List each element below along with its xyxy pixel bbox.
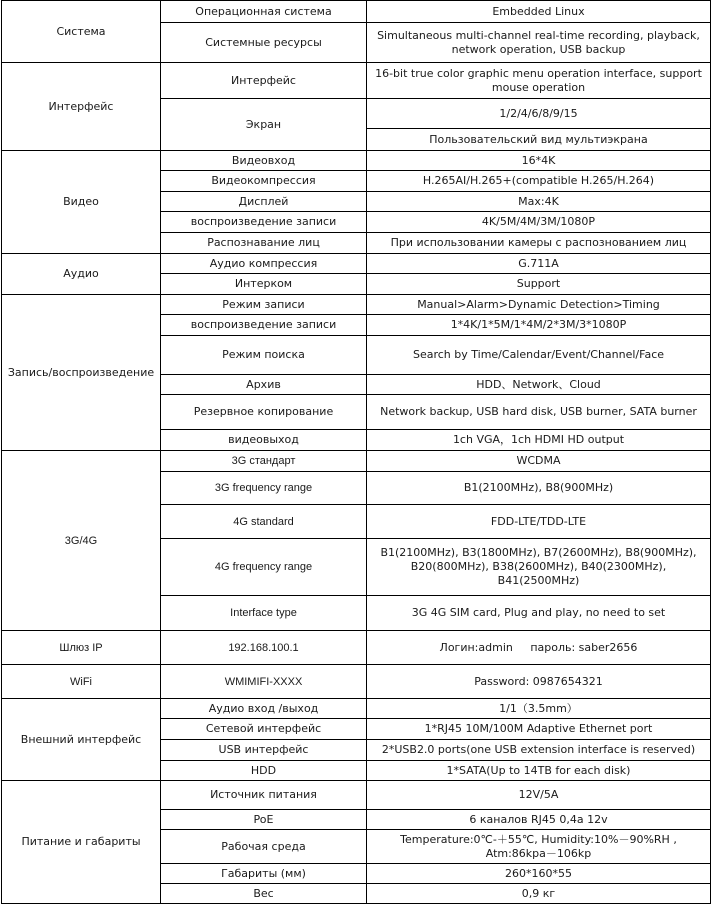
value-cell: 1*SATA(Up to 14TB for each disk): [367, 761, 711, 781]
spec-table: [1, 0, 711, 904]
value-cell: 1*4K/1*5M/1*4M/2*3M/3*1080P: [367, 315, 711, 336]
table-row: [2, 699, 711, 719]
category-cell: Питание и габариты: [2, 781, 161, 904]
param-cell: Рабочая среда: [161, 830, 367, 864]
table-row: [2, 63, 711, 99]
param-cell: 4G frequency range: [161, 539, 367, 596]
table-row: [2, 451, 711, 472]
value-cell: H.265AI/H.265+(compatible H.265/H.264): [367, 171, 711, 192]
param-cell: Interface type: [161, 596, 367, 631]
param-cell: Аудио вход /выход: [161, 699, 367, 719]
param-cell: Операционная система: [161, 1, 367, 23]
value-cell: Simultaneous multi-channel real-time recording, playback, network operation, USB backup: [367, 23, 711, 63]
value-cell: Max:4K: [367, 192, 711, 212]
value-cell: Network backup, USB hard disk, USB burner, SATA burner: [367, 395, 711, 430]
value-cell: 0,9 кг: [367, 884, 711, 904]
param-cell: Резервное копирование: [161, 395, 367, 430]
param-cell: Распознавание лиц: [161, 233, 367, 254]
value-cell: FDD-LTE/TDD-LTE: [367, 505, 711, 539]
value-cell: Password: 0987654321: [367, 665, 711, 699]
param-cell: Видеовход: [161, 151, 367, 171]
param-cell: Видеокомпрессия: [161, 171, 367, 192]
param-cell: воспроизведение записи: [161, 315, 367, 336]
category-cell: 3G/4G: [2, 451, 161, 631]
value-cell: 12V/5A: [367, 781, 711, 810]
value-cell: HDD、Network、Cloud: [367, 375, 711, 395]
table-row: [2, 665, 711, 699]
param-cell: Вес: [161, 884, 367, 904]
value-cell: WCDMA: [367, 451, 711, 472]
table-row: [2, 1, 711, 23]
param-cell: WMIMIFI-XXXX: [161, 665, 367, 699]
category-cell: Интерфейс: [2, 63, 161, 151]
param-cell: Интерком: [161, 274, 367, 295]
param-cell: Экран: [161, 99, 367, 151]
table-row: [2, 151, 711, 171]
param-cell: видеовыход: [161, 430, 367, 451]
param-cell: USB интерфейс: [161, 740, 367, 761]
value-cell: 2*USB2.0 ports(one USB extension interface is reserved): [367, 740, 711, 761]
value-cell: Логин:admin пароль: saber2656: [367, 631, 711, 665]
param-cell: 192.168.100.1: [161, 631, 367, 665]
param-cell: Источник питания: [161, 781, 367, 810]
param-cell: Системные ресурсы: [161, 23, 367, 63]
param-cell: Габариты (мм): [161, 864, 367, 884]
param-cell: PoE: [161, 810, 367, 830]
value-cell: При использовании камеры с распознованием лиц: [367, 233, 711, 254]
value-cell: Search by Time/Calendar/Event/Channel/Face: [367, 336, 711, 375]
category-cell: Видео: [2, 151, 161, 254]
param-cell: 3G frequency range: [161, 472, 367, 505]
value-cell: 1ch VGA，1ch HDMI HD output: [367, 430, 711, 451]
param-cell: Режим записи: [161, 295, 367, 315]
param-cell: Режим поиска: [161, 336, 367, 375]
value-cell: 1/2/4/6/8/9/15: [367, 99, 711, 129]
param-cell: HDD: [161, 761, 367, 781]
table-row: [2, 781, 711, 810]
value-cell: 16*4K: [367, 151, 711, 171]
category-cell: WiFi: [2, 665, 161, 699]
value-cell: 1*RJ45 10M/100M Adaptive Ethernet port: [367, 719, 711, 740]
category-cell: Запись/воспроизведение: [2, 295, 161, 451]
param-cell: Дисплей: [161, 192, 367, 212]
value-cell: 16-bit true color graphic menu operation interface, support mouse operation: [367, 63, 711, 99]
category-cell: Шлюз IP: [2, 631, 161, 665]
value-cell: Manual>Alarm>Dynamic Detection>Timing: [367, 295, 711, 315]
param-cell: 4G standard: [161, 505, 367, 539]
value-cell: 260*160*55: [367, 864, 711, 884]
param-cell: Аудио компрессия: [161, 254, 367, 274]
value-cell: 1/1（3.5mm）: [367, 699, 711, 719]
table-row: [2, 254, 711, 274]
value-cell: Пользовательский вид мультиэкрана: [367, 129, 711, 151]
param-cell: 3G стандарт: [161, 451, 367, 472]
value-cell: Embedded Linux: [367, 1, 711, 23]
table-row: [2, 631, 711, 665]
value-cell: 6 каналов RJ45 0,4a 12v: [367, 810, 711, 830]
value-cell: Support: [367, 274, 711, 295]
value-cell: B1(2100MHz), B8(900MHz): [367, 472, 711, 505]
category-cell: Система: [2, 1, 161, 63]
category-cell: Внешний интерфейс: [2, 699, 161, 781]
table-row: [2, 295, 711, 315]
value-cell: B1(2100MHz), B3(1800MHz), B7(2600MHz), B8(900MHz), B20(800MHz), B38(2600MHz), B40(2300MHz), B41(2500MHz): [367, 539, 711, 596]
param-cell: Сетевой интерфейс: [161, 719, 367, 740]
value-cell: 4K/5M/4M/3M/1080P: [367, 212, 711, 233]
category-cell: Аудио: [2, 254, 161, 295]
value-cell: Temperature:0℃-＋55℃, Humidity:10%－90%RH , Atm:86kpa－106kp: [367, 830, 711, 864]
value-cell: G.711A: [367, 254, 711, 274]
param-cell: Интерфейс: [161, 63, 367, 99]
value-cell: 3G 4G SIM card, Plug and play, no need to set: [367, 596, 711, 631]
param-cell: воспроизведение записи: [161, 212, 367, 233]
param-cell: Архив: [161, 375, 367, 395]
